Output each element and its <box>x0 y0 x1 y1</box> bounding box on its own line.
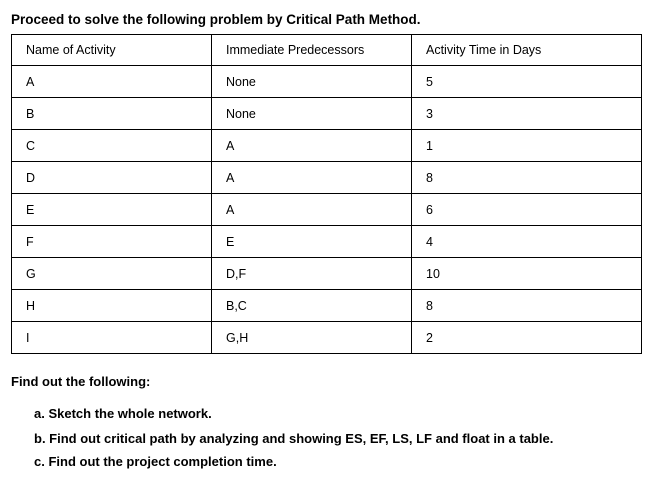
activity-time-cell: 8 <box>412 162 642 194</box>
predecessors-cell: A <box>212 194 412 226</box>
activity-name-cell: D <box>12 162 212 194</box>
header-name-of-activity: Name of Activity <box>12 35 212 66</box>
activity-time-cell: 5 <box>412 66 642 98</box>
table-row <box>12 290 642 322</box>
activity-time-cell: 10 <box>412 258 642 290</box>
task-item-b: b. Find out critical path by analyzing and showing ES, EF, LS, LF and float in a table. <box>34 431 554 446</box>
activity-name-cell: E <box>12 194 212 226</box>
activity-table <box>11 34 642 354</box>
header-immediate-predecessors: Immediate Predecessors <box>212 35 412 66</box>
task-item-c: c. Find out the project completion time. <box>34 454 277 469</box>
activity-time-cell: 6 <box>412 194 642 226</box>
activity-time-cell: 3 <box>412 98 642 130</box>
predecessors-cell: E <box>212 226 412 258</box>
predecessors-cell: D,F <box>212 258 412 290</box>
activity-name-cell: B <box>12 98 212 130</box>
predecessors-cell: A <box>212 130 412 162</box>
table-row <box>12 130 642 162</box>
task-item-a: a. Sketch the whole network. <box>34 406 212 421</box>
find-out-title: Find out the following: <box>11 374 151 389</box>
activity-time-cell: 1 <box>412 130 642 162</box>
activity-time-cell: 4 <box>412 226 642 258</box>
activity-name-cell: G <box>12 258 212 290</box>
table-row <box>12 226 642 258</box>
predecessors-cell: A <box>212 162 412 194</box>
predecessors-cell: None <box>212 98 412 130</box>
activity-name-cell: A <box>12 66 212 98</box>
header-activity-time: Activity Time in Days <box>412 35 642 66</box>
activity-name-cell: H <box>12 290 212 322</box>
activity-name-cell: I <box>12 322 212 354</box>
table-row <box>12 98 642 130</box>
table-row <box>12 322 642 354</box>
activity-time-cell: 2 <box>412 322 642 354</box>
table-row <box>12 66 642 98</box>
table-row <box>12 194 642 226</box>
problem-heading: Proceed to solve the following problem by Critical Path Method. <box>11 12 421 27</box>
predecessors-cell: G,H <box>212 322 412 354</box>
predecessors-cell: B,C <box>212 290 412 322</box>
table-header-row <box>12 35 642 66</box>
activity-name-cell: C <box>12 130 212 162</box>
activity-name-cell: F <box>12 226 212 258</box>
table-row <box>12 258 642 290</box>
activity-time-cell: 8 <box>412 290 642 322</box>
predecessors-cell: None <box>212 66 412 98</box>
table-row <box>12 162 642 194</box>
task-list <box>34 405 594 471</box>
